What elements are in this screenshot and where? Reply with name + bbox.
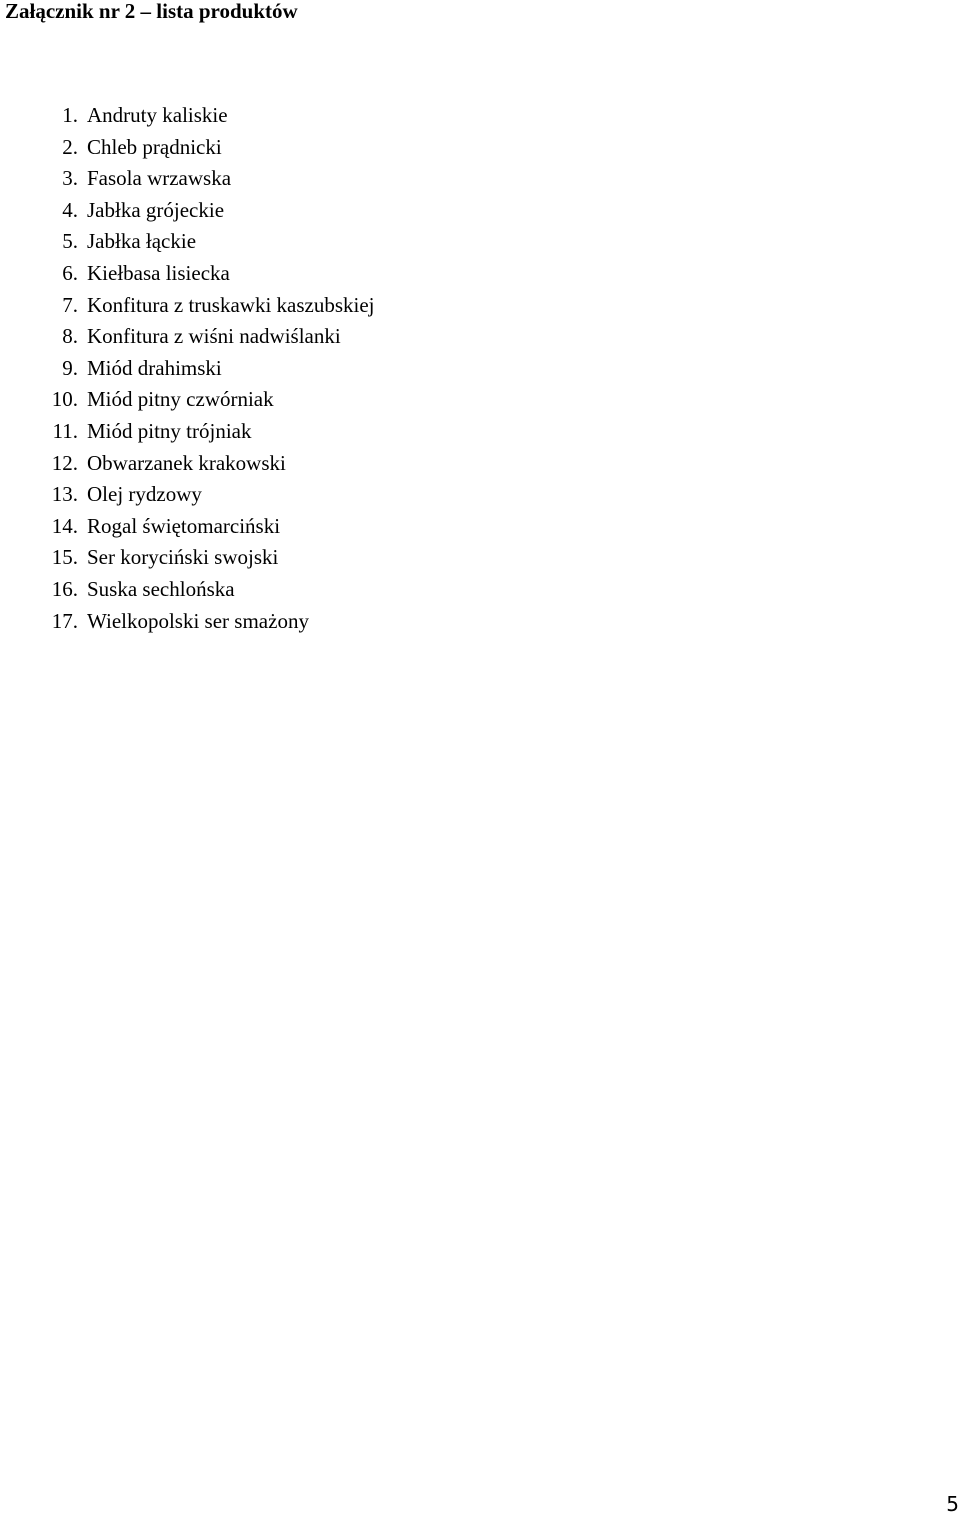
item-name: Obwarzanek krakowski bbox=[87, 450, 286, 475]
item-number: 13. bbox=[51, 482, 78, 507]
item-name: Miód drahimski bbox=[87, 355, 222, 380]
item-name: Jabłka łąckie bbox=[87, 229, 197, 254]
item-number: 15. bbox=[51, 545, 78, 570]
item-name: Suska sechlońska bbox=[87, 576, 235, 601]
item-name: Andruty kaliskie bbox=[87, 103, 228, 127]
item-name: Fasola wrzawska bbox=[87, 166, 232, 191]
item-name: Miód pitny czwórniak bbox=[87, 387, 274, 412]
item-number: 16. bbox=[51, 576, 78, 601]
page-number: 5 bbox=[946, 1492, 959, 1516]
item-number: 17. bbox=[51, 608, 78, 633]
item-name: Kiełbasa lisiecka bbox=[87, 260, 230, 285]
item-name: Olej rydzowy bbox=[87, 482, 202, 507]
item-name: Jabłka grójeckie bbox=[87, 197, 225, 222]
document-title: Załącznik nr 2 – lista produktów bbox=[5, 0, 298, 23]
item-name: Chleb prądnicki bbox=[87, 134, 222, 159]
item-number: 6. bbox=[62, 260, 78, 285]
item-name: Rogal świętomarciński bbox=[87, 513, 281, 538]
item-name: Konfitura z wiśni nadwiślanki bbox=[87, 324, 341, 349]
item-number: 8. bbox=[62, 324, 78, 349]
item-name: Wielkopolski ser smażony bbox=[87, 608, 309, 633]
item-number: 2. bbox=[62, 134, 78, 159]
item-name: Miód pitny trójniak bbox=[87, 418, 252, 443]
item-name: Konfitura z truskawki kaszubskiej bbox=[87, 292, 375, 317]
item-number: 1. bbox=[62, 103, 78, 127]
item-name: Ser koryciński swojski bbox=[87, 545, 279, 570]
item-number: 7. bbox=[62, 292, 78, 317]
item-number: 3. bbox=[62, 166, 78, 191]
item-number: 12. bbox=[51, 450, 78, 475]
item-number: 14. bbox=[51, 513, 78, 538]
item-number: 4. bbox=[62, 197, 78, 222]
item-number: 5. bbox=[62, 229, 78, 254]
item-number: 9. bbox=[62, 355, 78, 380]
item-number: 11. bbox=[52, 418, 78, 443]
item-number: 10. bbox=[51, 387, 78, 412]
